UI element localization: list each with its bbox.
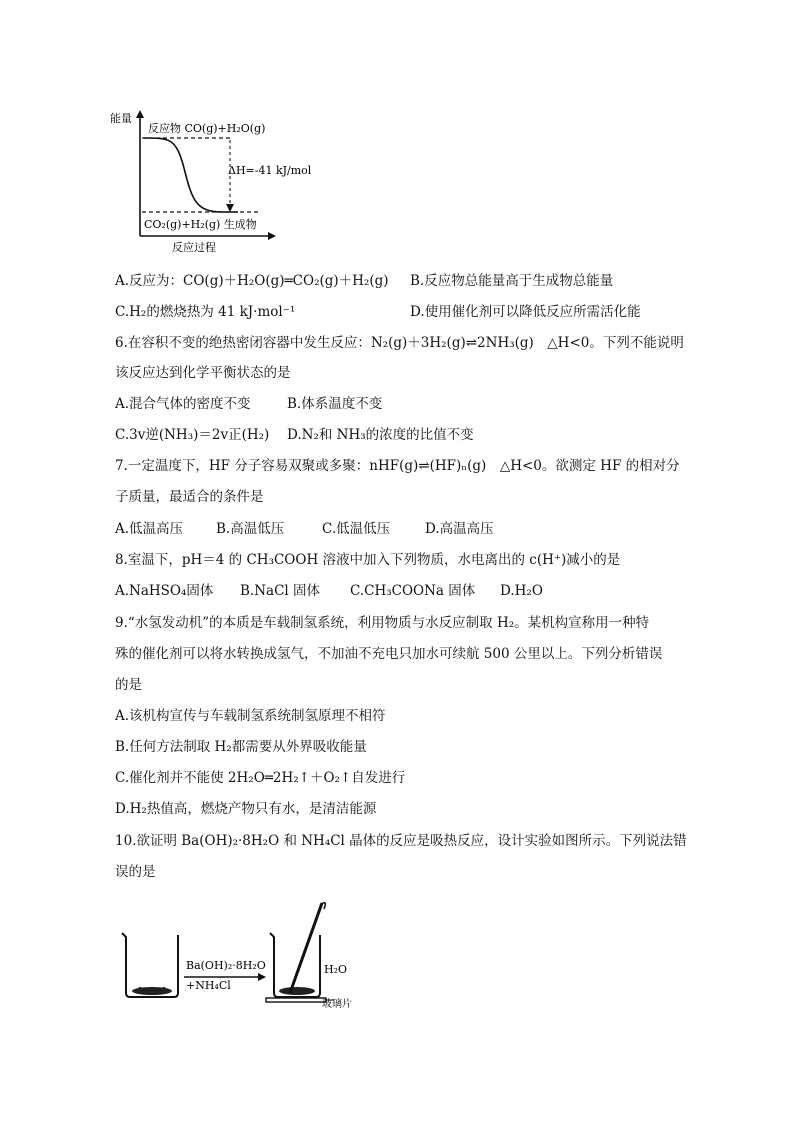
q10-stem-line1: 10.欲证明 Ba(OH)₂·8H₂O 和 NH₄Cl 晶体的反应是吸热反应，设计实验如图所示。下列说法错 (115, 833, 687, 849)
q7-option-c: C.低温低压 (322, 521, 391, 537)
q9-stem-line1: 9.“水氢发动机”的本质是车载制氢系统，利用物质与水反应制取 H₂。某机构宣称用一种特 (115, 615, 650, 631)
delta-h-label: ΔH=-41 kJ/mol (228, 164, 312, 177)
reagent-label-2: +NH₄Cl (186, 979, 231, 992)
q8-option-d: D.H₂O (500, 583, 543, 599)
q8-option-b: B.NaCl 固体 (240, 583, 321, 599)
product-label: CO₂(g)+H₂(g) 生成物 (144, 218, 257, 231)
q7-option-a: A.低温高压 (115, 521, 184, 537)
glass-plate-label: 玻璃片 (322, 999, 352, 1010)
q6-option-c: C.3v逆(NH₃)＝2v正(H₂) (115, 427, 270, 443)
q5-option-c: C.H₂的燃烧热为 41 kJ·mol⁻¹ (115, 304, 296, 320)
q9-option-c: C.催化剂并不能使 2H₂O═2H₂↑＋O₂↑自发进行 (115, 770, 406, 786)
q5-option-a: A.反应为：CO(g)＋H₂O(g)═CO₂(g)＋H₂(g) (115, 273, 389, 289)
q9-option-b: B.任何方法制取 H₂都需要从外界吸收能量 (115, 739, 367, 755)
q9-option-d: D.H₂热值高，燃烧产物只有水，是清洁能源 (115, 801, 377, 817)
q8-option-a: A.NaHSO₄固体 (115, 583, 214, 599)
q9-stem-line3: 的是 (115, 677, 142, 693)
x-axis-label: 反应过程 (172, 241, 216, 254)
q5-option-d: D.使用催化剂可以降低反应所需活化能 (410, 304, 641, 320)
y-axis-label: 能量 (110, 112, 132, 125)
q6-option-d: D.N₂和 NH₃的浓度的比值不变 (287, 427, 474, 443)
q6-option-a: A.混合气体的密度不变 (115, 396, 251, 412)
q6-stem-line2: 该反应达到化学平衡状态的是 (115, 365, 291, 381)
reactant-label: 反应物 CO(g)+H₂O(g) (148, 122, 266, 135)
q7-option-d: D.高温高压 (425, 521, 494, 537)
q6-option-b: B.体系温度不变 (287, 396, 383, 412)
q8-option-c: C.CH₃COONa 固体 (350, 583, 476, 599)
q8-stem: 8.室温下，pH＝4 的 CH₃COOH 溶液中加入下列物质，水电离出的 c(H⁺)减小的是 (115, 552, 621, 568)
water-label: H₂O (324, 963, 348, 976)
energy-diagram (110, 108, 312, 256)
q5-option-b: B.反应物总能量高于生成物总能量 (410, 273, 614, 289)
q7-stem-line1: 7.一定温度下，HF 分子容易双聚或多聚：nHF(g)⇌(HF)ₙ(g) △H<0。欲测定 HF 的相对分 (115, 458, 680, 474)
q6-stem-line1: 6.在容积不变的绝热密闭容器中发生反应：N₂(g)＋3H₂(g)⇌2NH₃(g) △H<0。下列不能说明 (115, 335, 684, 351)
q7-stem-line2: 子质量，最适合的条件是 (115, 489, 264, 505)
beaker-figure (110, 895, 370, 1010)
q10-stem-line2: 误的是 (115, 864, 156, 880)
reagent-label-1: Ba(OH)₂·8H₂O (186, 959, 266, 972)
q9-option-a: A.该机构宣传与车载制氢系统制氢原理不相符 (115, 708, 386, 724)
q9-stem-line2: 殊的催化剂可以将水转换成氢气，不加油不充电只加水可续航 500 公里以上。下列分析错误 (115, 646, 663, 662)
q7-option-b: B.高温低压 (216, 521, 285, 537)
